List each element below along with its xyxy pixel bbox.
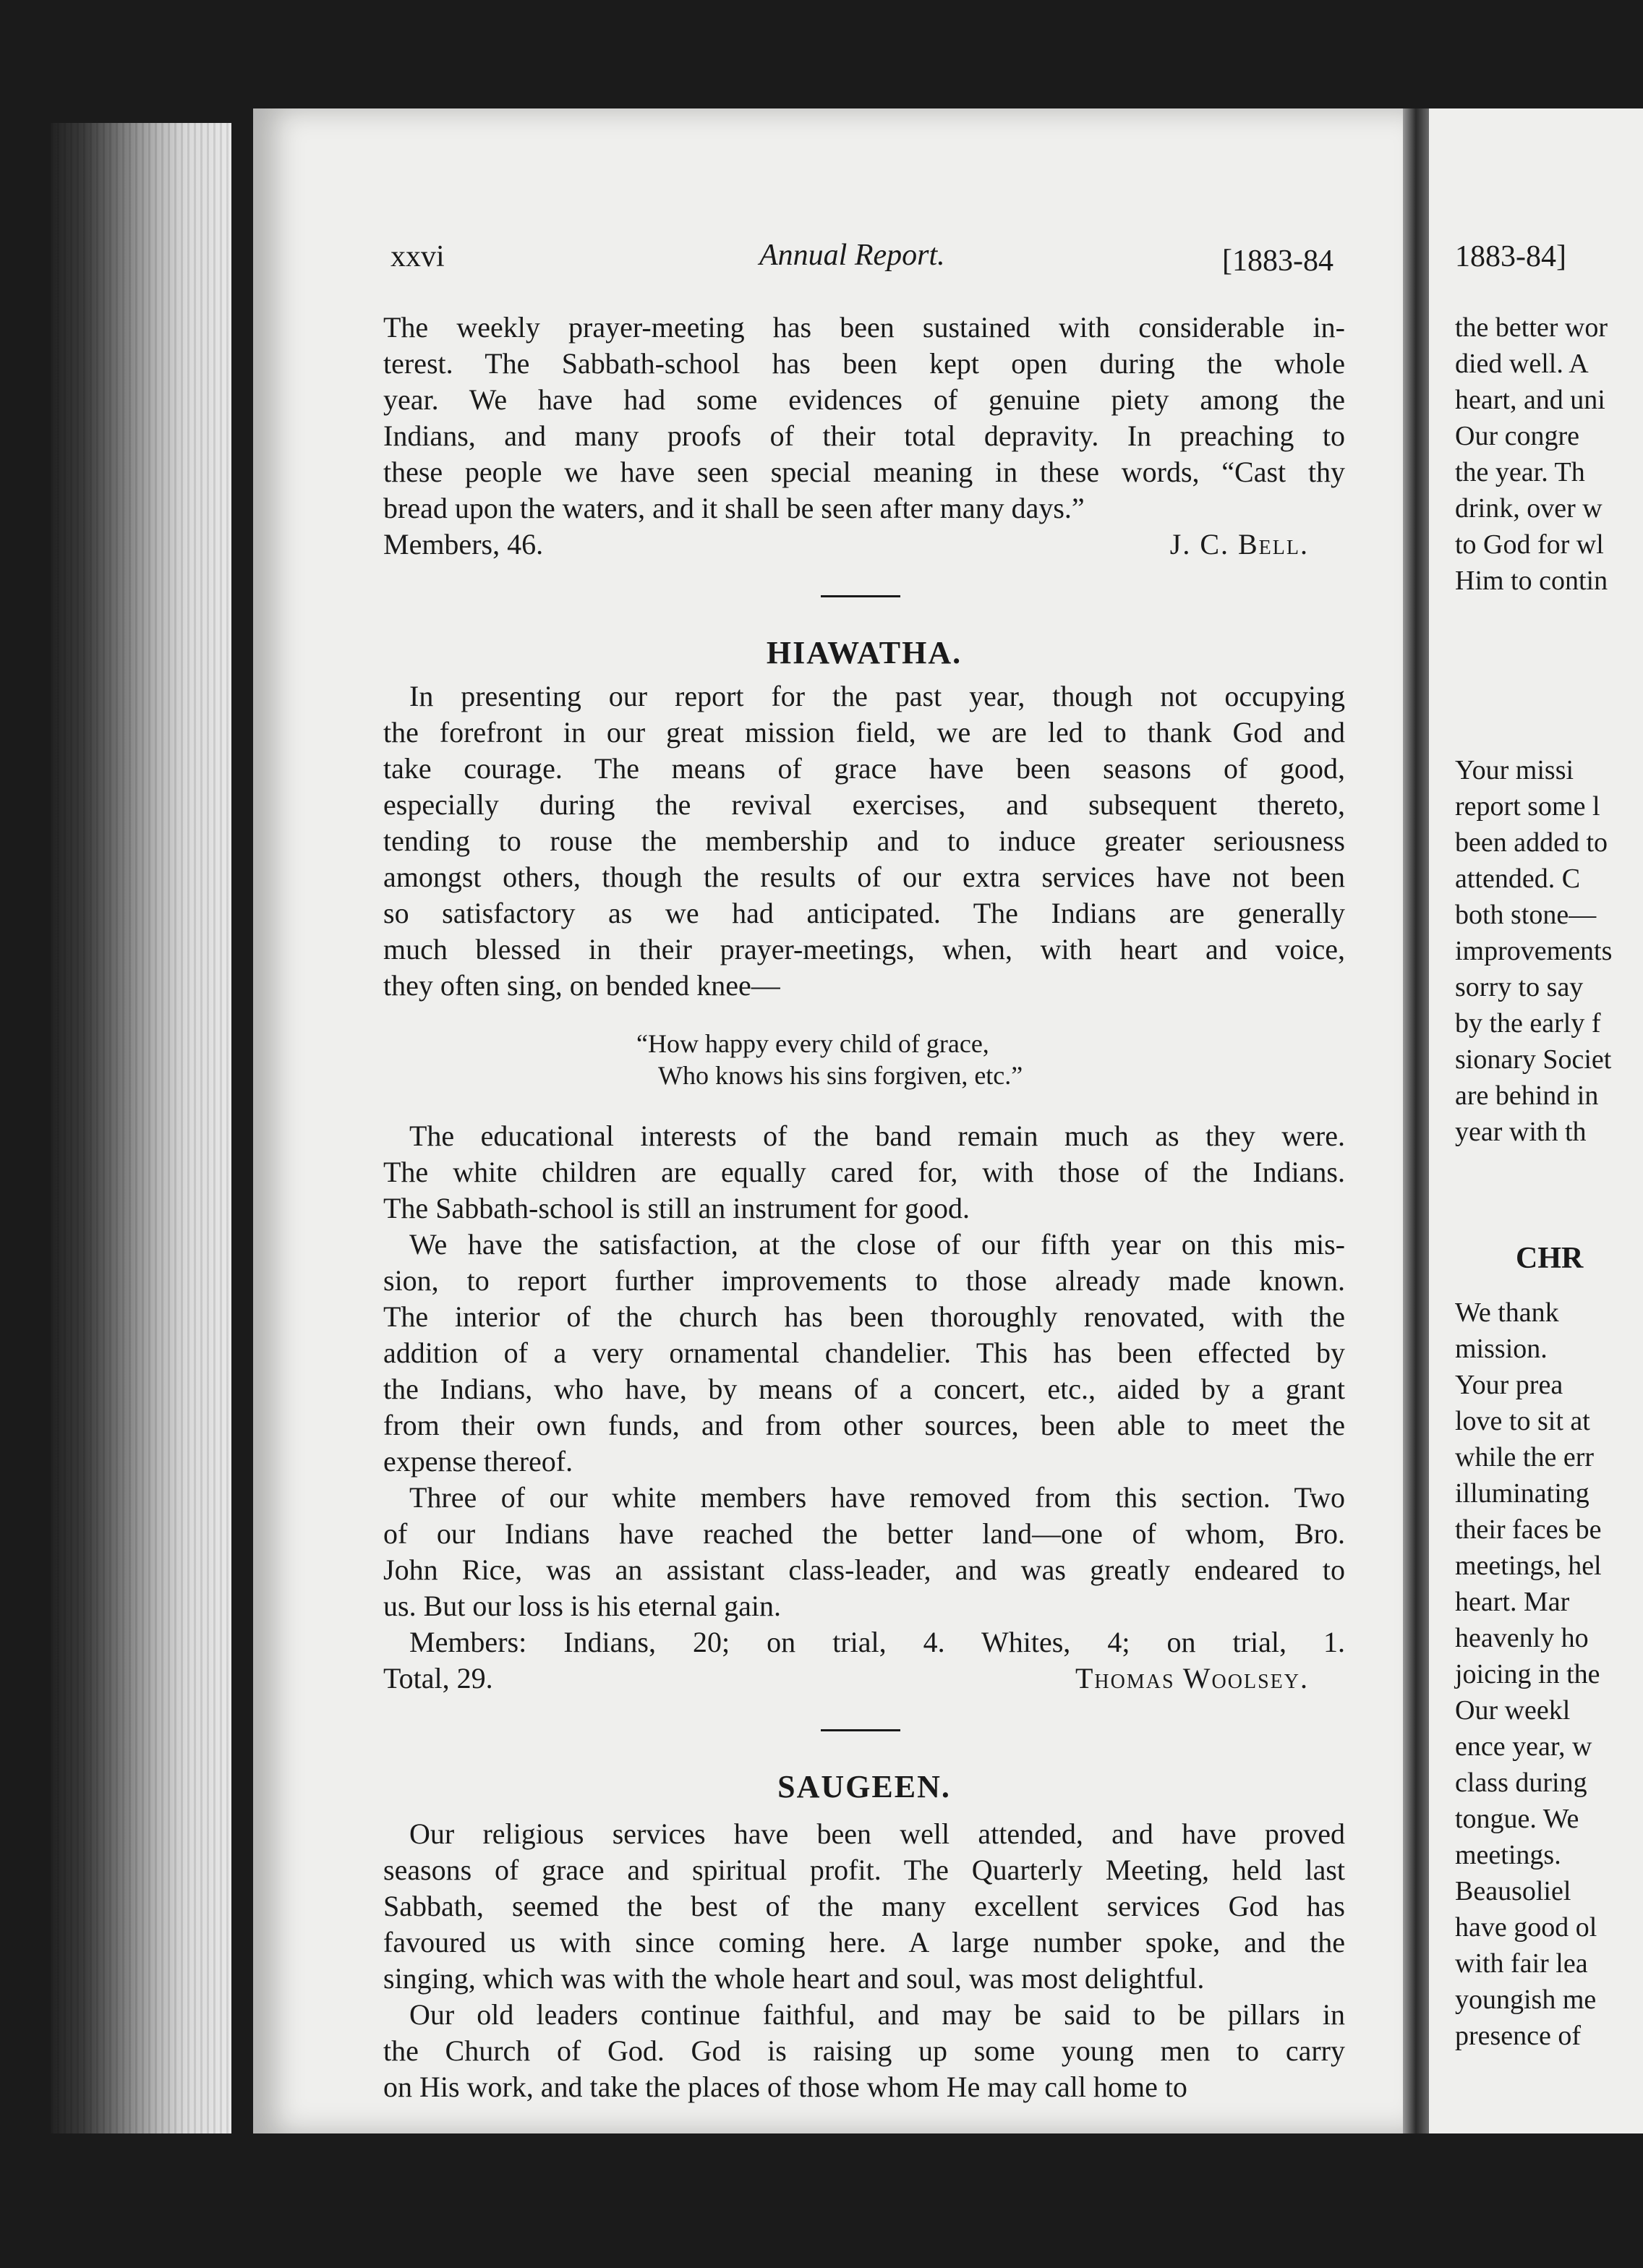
hiawatha-para-line: from their own funds, and from other sources, been able to meet the <box>383 1409 1345 1441</box>
bell-report-line: Indians, and many proofs of their total depravity. In preaching to <box>383 419 1345 452</box>
right-text-line: both stone— <box>1455 900 1597 930</box>
right-text-line: their faces be <box>1455 1514 1602 1545</box>
hiawatha-para-line: The white children are equally cared for, with those of the Indians. <box>383 1156 1345 1188</box>
right-text-line: ence year, w <box>1455 1731 1592 1762</box>
running-title: Annual Report. <box>759 239 945 272</box>
right-text-line: drink, over w <box>1455 493 1603 524</box>
section-divider <box>821 595 900 597</box>
right-text-line: class during <box>1455 1768 1587 1798</box>
bell-report-line: bread upon the waters, and it shall be seen after many days.” <box>383 492 1085 524</box>
right-text-line: We thank <box>1455 1297 1559 1328</box>
right-text-line: sorry to say <box>1455 972 1584 1002</box>
hiawatha-total: Total, 29. <box>383 1662 493 1694</box>
right-text-line: meetings. <box>1455 1840 1561 1870</box>
hiawatha-signature: Thomas Woolsey. <box>1075 1662 1309 1694</box>
right-text-line: to God for wl <box>1455 529 1604 560</box>
bell-members: Members, 46. <box>383 528 544 560</box>
saugeen-para-line: Our old leaders continue faithful, and may be said to be pillars in <box>409 1998 1345 2031</box>
page-years: [1883-84 <box>1222 244 1333 278</box>
saugeen-para-line: favoured us with since coming here. A large number spoke, and the <box>383 1926 1345 1958</box>
saugeen-para-line: singing, which was with the whole heart and soul, was most delightful. <box>383 1962 1205 1995</box>
hiawatha-para-line: the forefront in our great mission field, we are led to thank God and <box>383 716 1345 749</box>
saugeen-para-line: on His work, and take the places of those whom He may call home to <box>383 2071 1187 2103</box>
hiawatha-para-line: amongst others, though the results of our extra services have not been <box>383 861 1345 893</box>
hiawatha-heading: HIAWATHA. <box>766 635 963 670</box>
right-text-line: heart. Mar <box>1455 1587 1570 1617</box>
hiawatha-para-line: addition of a very ornamental chandelier. This has been effected by <box>383 1336 1345 1369</box>
right-text-line: with fair lea <box>1455 1948 1588 1979</box>
right-text-line: love to sit at <box>1455 1406 1590 1436</box>
right-text-line: heavenly ho <box>1455 1623 1589 1653</box>
right-text-line: Our congre <box>1455 421 1579 451</box>
hiawatha-para-line: In presenting our report for the past year, though not occupying <box>409 680 1345 712</box>
bell-report-line: year. We have had some evidences of genuine piety among the <box>383 383 1345 416</box>
right-text-line: mission. <box>1455 1334 1548 1364</box>
hiawatha-para-line: us. But our loss is his eternal gain. <box>383 1590 781 1622</box>
saugeen-para-line: Our religious services have been well attended, and have proved <box>409 1817 1345 1850</box>
right-text-line: Beausoliel <box>1455 1876 1571 1906</box>
right-text-line: the better wor <box>1455 312 1608 343</box>
book-edge <box>51 123 231 2133</box>
right-text-line: sionary Societ <box>1455 1044 1612 1075</box>
right-text-line: joicing in the <box>1455 1659 1600 1689</box>
hiawatha-para-line: We have the satisfaction, at the close of our fifth year on this mis- <box>409 1228 1345 1261</box>
hiawatha-para-line: Three of our white members have removed from this section. Two <box>409 1481 1345 1514</box>
saugeen-para-line: Sabbath, seemed the best of the many excellent services God has <box>383 1890 1345 1922</box>
section-divider <box>821 1729 900 1731</box>
hiawatha-para-line: The interior of the church has been thoroughly renovated, with the <box>383 1300 1345 1333</box>
hiawatha-para-line: much blessed in their prayer-meetings, when, with heart and voice, <box>383 933 1345 965</box>
saugeen-para-line: the Church of God. God is raising up some young men to carry <box>383 2034 1345 2067</box>
saugeen-heading: SAUGEEN. <box>777 1769 951 1804</box>
right-text-line: by the early f <box>1455 1008 1601 1039</box>
hiawatha-para-line: they often sing, on bended knee— <box>383 969 780 1002</box>
bell-report-line: these people we have seen special meaning in these words, “Cast thy <box>383 456 1345 488</box>
right-text-line: Your prea <box>1455 1370 1563 1400</box>
hiawatha-para-line: sion, to report further improvements to those already made known. <box>383 1264 1345 1297</box>
right-text-line: improvements <box>1455 936 1613 966</box>
right-text-line: are behind in <box>1455 1080 1599 1111</box>
right-text-line: the year. Th <box>1455 457 1585 487</box>
hiawatha-para-line: expense thereof. <box>383 1445 573 1478</box>
right-text-line: heart, and uni <box>1455 385 1605 415</box>
hiawatha-para-line: the Indians, who have, by means of a concert, etc., aided by a grant <box>383 1373 1345 1405</box>
hiawatha-members: Members: Indians, 20; on trial, 4. Whites, 4; on trial, 1. <box>409 1626 1345 1658</box>
hiawatha-para-line: so satisfactory as we had anticipated. The Indians are generally <box>383 897 1345 929</box>
right-text-line: while the err <box>1455 1442 1595 1472</box>
right-text-line: Your missi <box>1455 755 1574 785</box>
right-text-line: meetings, hel <box>1455 1551 1602 1581</box>
hiawatha-para-line: of our Indians have reached the better land—one of whom, Bro. <box>383 1517 1345 1550</box>
hiawatha-para-line: especially during the revival exercises, and subsequent thereto, <box>383 788 1345 821</box>
saugeen-para-line: seasons of grace and spiritual profit. The Quarterly Meeting, held last <box>383 1854 1345 1886</box>
hiawatha-para-line: The educational interests of the band remain much as they were. <box>409 1120 1345 1152</box>
hiawatha-para-line: The Sabbath-school is still an instrument for good. <box>383 1192 970 1224</box>
right-text-line: Our weekl <box>1455 1695 1571 1726</box>
right-text-line: presence of <box>1455 2021 1582 2051</box>
right-page <box>1429 108 1643 2133</box>
bell-report-line: The weekly prayer-meeting has been sustained with considerable in- <box>383 311 1345 344</box>
right-page-years: 1883-84] <box>1455 240 1566 273</box>
right-text-line: year with th <box>1455 1117 1587 1147</box>
bell-report-line: terest. The Sabbath-school has been kept open during the whole <box>383 347 1345 380</box>
folio-number: xxvi <box>391 240 445 273</box>
bell-signature: J. C. Bell. <box>1169 528 1309 560</box>
hymn-line: Who knows his sins forgiven, etc.” <box>658 1061 1023 1090</box>
hymn-line: “How happy every child of grace, <box>636 1029 989 1058</box>
right-text-line: tongue. We <box>1455 1804 1579 1834</box>
right-text-line: Him to contin <box>1455 566 1608 596</box>
right-text-line: illuminating <box>1455 1478 1589 1509</box>
right-text-line: youngish me <box>1455 1984 1597 2015</box>
hiawatha-para-line: John Rice, was an assistant class-leader, and was greatly endeared to <box>383 1553 1345 1586</box>
right-text-line: have good ol <box>1455 1912 1597 1943</box>
right-text-line: been added to <box>1455 827 1608 858</box>
right-heading-fragment: CHR <box>1516 1242 1584 1275</box>
right-text-line: attended. C <box>1455 864 1581 894</box>
hiawatha-para-line: tending to rouse the membership and to induce greater seriousness <box>383 824 1345 857</box>
hiawatha-para-line: take courage. The means of grace have been seasons of good, <box>383 752 1345 785</box>
right-text-line: died well. A <box>1455 349 1589 379</box>
book-gutter <box>1403 108 1429 2133</box>
right-text-line: report some l <box>1455 791 1600 822</box>
